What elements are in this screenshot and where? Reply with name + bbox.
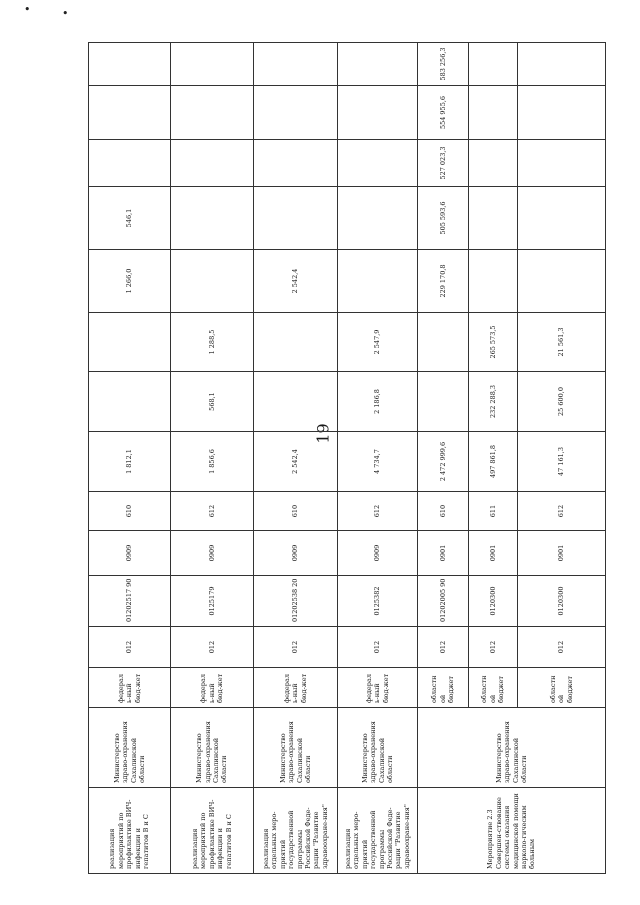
cell-total: 2 472 999,6: [418, 432, 469, 492]
cell-y2018: [518, 140, 606, 187]
cell-rzpr: 0909: [254, 531, 338, 576]
cell-y2019: [171, 86, 254, 140]
cell-rzpr: 0909: [89, 531, 171, 576]
cell-vr: 611: [469, 492, 518, 531]
cell-y2017: 546,1: [89, 187, 171, 250]
cell-grbs: 012: [338, 627, 418, 668]
cell-y2016: 2 542,4: [254, 250, 338, 313]
cell-executor: Министерство здраво-охранения Сахалинской области: [254, 708, 338, 788]
table-row: [338, 43, 418, 874]
cell-csr: 0125179: [171, 576, 254, 627]
cell-y2014: 25 600,0: [518, 372, 606, 432]
cell-executor: Министерство здраво-охранения Сахалинской области: [171, 708, 254, 788]
cell-source: областной бюджет: [518, 668, 606, 708]
cell-name: реализация мероприятий по профилактике ВИЧ-инфекции и гепатитов В и С: [171, 788, 254, 874]
cell-y2017: [254, 187, 338, 250]
cell-name: реализация мероприятий по профилактике ВИЧ-инфекции и гепатитов В и С: [89, 788, 171, 874]
cell-y2014: 232 288,3: [469, 372, 518, 432]
cell-y2015: [254, 313, 338, 372]
cell-name: Мероприятие 2.3 Совершен-ствование системы оказания медицинской помощи нарколо-гическим больным: [418, 788, 606, 874]
cell-y2015: [418, 313, 469, 372]
cell-y2015: [89, 313, 171, 372]
cell-y2019: [518, 86, 606, 140]
cell-y2014: [89, 372, 171, 432]
rotated-sheet: [88, 43, 605, 874]
cell-y2018: [469, 140, 518, 187]
cell-y2019: [89, 86, 171, 140]
cell-y2017: 505 593,6: [418, 187, 469, 250]
cell-grbs: 012: [469, 627, 518, 668]
cell-total: 1 812,1: [89, 432, 171, 492]
cell-y2016: 229 170,8: [418, 250, 469, 313]
cell-vr: 610: [89, 492, 171, 531]
cell-total: 497 861,8: [469, 432, 518, 492]
scan-mark-left: •: [24, 3, 31, 16]
cell-total: 1 856,6: [171, 432, 254, 492]
cell-y2016: 1 266,0: [89, 250, 171, 313]
cell-y2018: 527 023,3: [418, 140, 469, 187]
cell-y2014: [254, 372, 338, 432]
cell-y2016: [518, 250, 606, 313]
cell-y2015: 265 573,5: [469, 313, 518, 372]
cell-y2014: 568,1: [171, 372, 254, 432]
cell-grbs: 012: [518, 627, 606, 668]
cell-source: федераль-ный бюд-жет: [254, 668, 338, 708]
cell-y2017: [338, 187, 418, 250]
cell-executor: Министерство здраво-охранения Сахалинской области: [338, 708, 418, 788]
cell-y2019: [338, 86, 418, 140]
cell-y2017: [171, 187, 254, 250]
cell-name: реализация отдельных меро-приятий государственной программы Российской Феде-рации "Развитие здравоохране-ния": [338, 788, 418, 874]
cell-y2015: 2 547,9: [338, 313, 418, 372]
cell-y2016: [338, 250, 418, 313]
cell-y2014: 2 186,8: [338, 372, 418, 432]
cell-source: областной бюджет: [418, 668, 469, 708]
cell-source: федераль-ный бюд-жет: [89, 668, 171, 708]
cell-rzpr: 0909: [171, 531, 254, 576]
cell-y2019: 554 955,6: [418, 86, 469, 140]
cell-csr: 01202517 90: [89, 576, 171, 627]
table-row: [89, 43, 171, 874]
cell-y2015: 1 288,5: [171, 313, 254, 372]
cell-y2014: [418, 372, 469, 432]
cell-csr: 0125382: [338, 576, 418, 627]
cell-executor: Министерство здраво-охранения Сахалинской области: [418, 708, 606, 788]
cell-grbs: 012: [89, 627, 171, 668]
cell-total: 4 734,7: [338, 432, 418, 492]
cell-vr: 610: [254, 492, 338, 531]
cell-csr: 01202005 90: [418, 576, 469, 627]
cell-y2019: [254, 86, 338, 140]
cell-total: 47 161,3: [518, 432, 606, 492]
cell-y2018: [171, 140, 254, 187]
table-row: [254, 43, 338, 874]
cell-total: 2 542,4: [254, 432, 338, 492]
cell-vr: 612: [518, 492, 606, 531]
cell-y2020: [89, 43, 171, 86]
cell-vr: 612: [171, 492, 254, 531]
cell-y2020: 583 256,3: [418, 43, 469, 86]
cell-grbs: 012: [418, 627, 469, 668]
cell-y2017: [469, 187, 518, 250]
cell-y2019: [469, 86, 518, 140]
cell-rzpr: 0901: [518, 531, 606, 576]
cell-y2020: [469, 43, 518, 86]
cell-executor: Министерство здраво-охранения Сахалинской области: [89, 708, 171, 788]
cell-source: федераль-ный бюд-жет: [171, 668, 254, 708]
cell-csr: 01202538 20: [254, 576, 338, 627]
table-row: [418, 43, 469, 874]
cell-y2016: [469, 250, 518, 313]
cell-y2016: [171, 250, 254, 313]
cell-y2020: [254, 43, 338, 86]
cell-grbs: 012: [254, 627, 338, 668]
cell-y2018: [338, 140, 418, 187]
cell-y2017: [518, 187, 606, 250]
scan-mark-right: •: [62, 7, 69, 20]
cell-name: реализация отдельных меро-приятий государственной программы Российской Феде-рации "Развитие здравоохране-ния": [254, 788, 338, 874]
cell-rzpr: 0909: [338, 531, 418, 576]
cell-rzpr: 0901: [418, 531, 469, 576]
cell-source: федераль-ный бюд-жет: [338, 668, 418, 708]
cell-vr: 612: [338, 492, 418, 531]
cell-y2020: [338, 43, 418, 86]
table-row: [171, 43, 254, 874]
cell-csr: 0120300: [518, 576, 606, 627]
cell-y2020: [171, 43, 254, 86]
budget-table: [88, 42, 606, 874]
cell-grbs: 012: [171, 627, 254, 668]
page-number: 19: [313, 423, 333, 444]
cell-y2020: [518, 43, 606, 86]
cell-rzpr: 0901: [469, 531, 518, 576]
cell-y2018: [89, 140, 171, 187]
cell-source: областной бюджет: [469, 668, 518, 708]
cell-y2018: [254, 140, 338, 187]
cell-y2015: 21 561,3: [518, 313, 606, 372]
cell-vr: 610: [418, 492, 469, 531]
cell-csr: 0120300: [469, 576, 518, 627]
